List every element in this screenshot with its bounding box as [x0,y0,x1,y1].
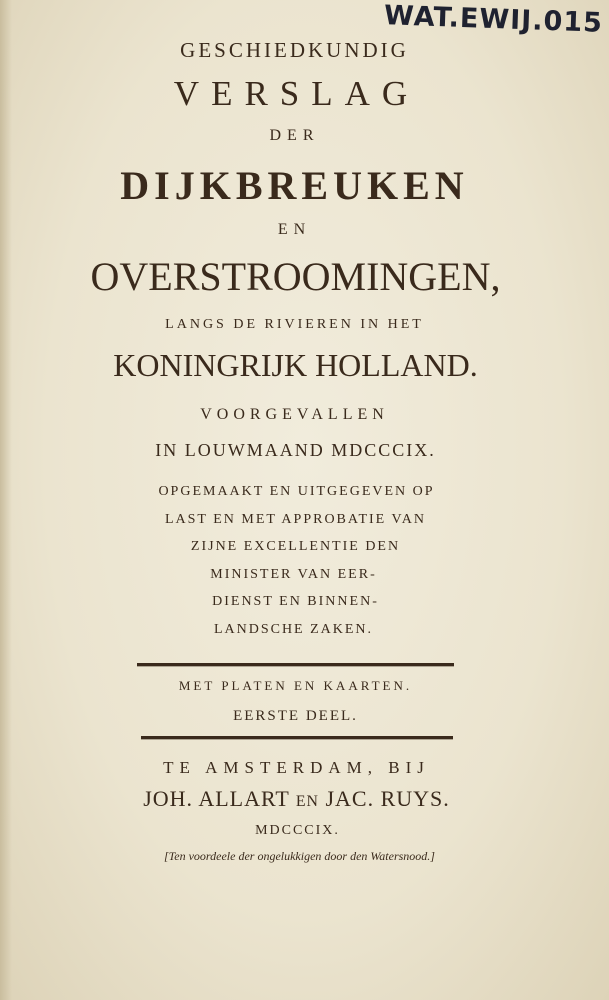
plates-line: MET PLATEN EN KAARTEN. [178,678,413,693]
title-line-geschiedkundig: GESCHIEDKUNDIG [180,38,409,62]
publisher-en: EN [295,793,319,810]
publisher-line [0,786,601,812]
subtitle-line-koningrijk: KONINGRIJK HOLLAND. [113,347,478,383]
publisher-ruys: JAC. RUYS. [325,786,450,811]
handwritten-shelfmark: WAT.EWIJ.015 [383,0,604,39]
subtitle-line-voorgevallen: VOORGEVALLEN [200,406,389,423]
imprint-line-3: ZIJNE EXCELLENTIE DEN [190,539,401,554]
volume-line: EERSTE DEEL. [233,708,358,724]
title-line-en: EN [277,221,312,238]
divider-rule-top [137,663,454,666]
year-line: MDCCCIX. [255,823,340,838]
title-line-der: DER [269,127,320,144]
imprint-line-4: MINISTER VAN EER- [210,567,377,582]
publisher-allart: JOH. ALLART [143,786,290,811]
place-line: TE AMSTERDAM, BIJ [163,758,430,777]
benefit-note: [Ten voordeele der ongelukkigen door den Watersnood.] [164,849,435,863]
subtitle-line-rivieren: LANGS DE RIVIEREN IN HET [165,317,424,332]
imprint-line-5: DIENST EN BINNEN- [212,594,379,609]
imprint-line-6: LANDSCHE ZAKEN. [213,622,374,637]
title-line-dijkbreuken: DIJKBREUKEN [120,163,469,208]
title-line-verslag: VERSLAG [173,74,420,113]
title-line-overstroomingen: OVERSTROOMINGEN, [90,254,501,299]
imprint-line-2: LAST EN MET APPROBATIE VAN [164,512,426,527]
imprint-line-1: OPGEMAAKT EN UITGEGEVEN OP [158,484,435,499]
subtitle-line-date: IN LOUWMAAND MDCCCIX. [155,440,436,460]
divider-rule-bottom [141,736,453,739]
